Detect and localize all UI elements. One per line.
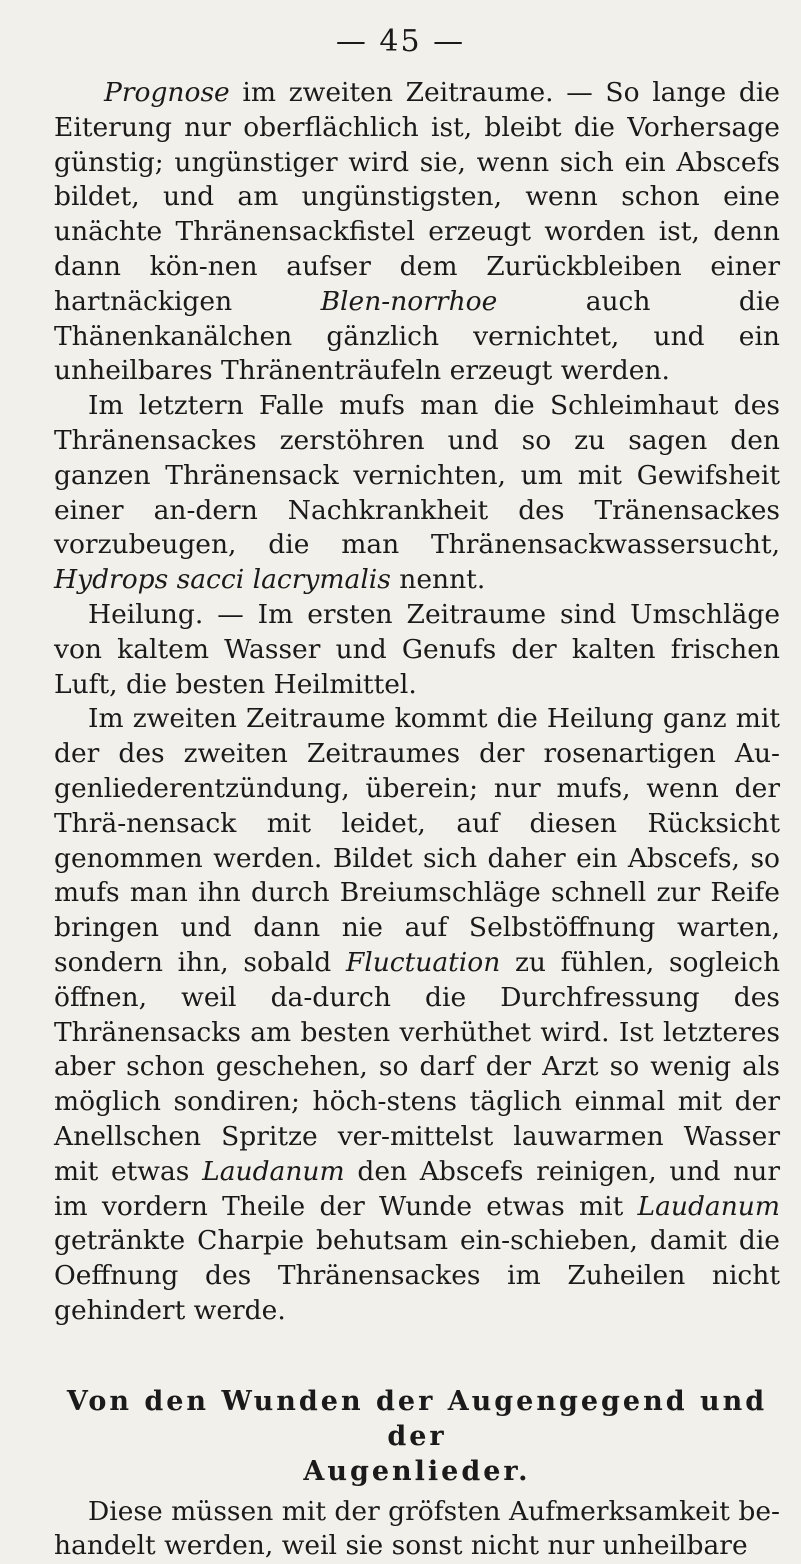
text-run: Im zweiten Zeitraume kommt die Heilung ganz mit der des zweiten Zeitraumes der rosenartigen Au-genliederentzündung, überein; nur mufs, wenn der Thrä-nensack mit leidet, auf diesen Rücksicht genommen werden. Bildet sich daher ein Abscefs, so mufs man ihn durch Breiumschläge schnell zur Reife bringen und dann nie auf Selbstöffnung warten, sondern ihn, sobald [54, 703, 780, 978]
section-heading-line1: Von den Wunden der Augengegend und der [66, 1385, 768, 1452]
italic-term: Laudanum [202, 1155, 345, 1187]
paragraph-prognose [54, 76, 780, 389]
body-text [54, 76, 780, 1564]
text-run: Im letztern Falle mufs man die Schleimhaut des Thränensackes zerstöhren und so zu sagen den ganzen Thränensack vernichten, um mit Gewifsheit einer an-dern Nachkrankheit des Tränensackes vorzubeugen, die man Thränensackwassersucht, [54, 390, 780, 561]
text-run: zu fühlen, sogleich öffnen, weil da-durch die Durchfressung des Thränensacks am besten verhüthet wird. Ist letzteres aber schon geschehen, so darf der Arzt so wenig als möglich sondiren; höch-stens täglich einmal mit der Anellschen Spritze ver-mittelst lauwarmen Wasser mit etwas [54, 946, 781, 1187]
italic-term: Blen-norrhoe [320, 285, 498, 317]
paragraph-letztern-falle [54, 389, 780, 598]
paragraph-diese: Diese müssen mit der gröfsten Aufmerksamkeit be-handelt werden, weil sie sonst nicht nur unheilbare [54, 1495, 780, 1562]
italic-term: Hydrops sacci lacrymalis [54, 564, 391, 596]
page-number: — 45 — [335, 24, 466, 59]
section-heading-line2: Augenlieder. [303, 1455, 531, 1487]
text-run: den Abscefs reinigen, und nur im vordern Theile der Wunde etwas mit [54, 1155, 781, 1222]
italic-term: Laudanum [637, 1190, 780, 1222]
text-run: auch die Thänenkanälchen gänzlich vernichtet, und ein unheilbares Thränenträufeln erzeugt werden. [54, 285, 781, 387]
paragraph-heilung [54, 598, 780, 702]
section-heading [54, 1384, 780, 1489]
text-run: Heilung. — Im ersten Zeitraume sind Umschläge von kaltem Wasser und Genufs der kalten frischen Luft, die besten Heilmittel. [54, 598, 780, 700]
paragraph-zweiten-zeitraume [54, 702, 780, 1328]
italic-term: Fluctuation [345, 946, 501, 978]
italic-term: Prognose [104, 77, 230, 108]
text-run: getränkte Charpie behutsam ein-schieben, damit die Oeffnung des Thränensackes im Zuheilen nicht gehindert werde. [54, 1225, 780, 1326]
text-run: im zweiten Zeitraume. — So lange die Eiterung nur oberflächlich ist, bleibt die Vorhersage günstig; ungünstiger wird sie, wenn sich ein Abscefs bildet, und am ungünstigsten, wenn schon eine unächte Thränensackfistel erzeugt worden ist, denn dann kön-nen aufser dem Zurückbleiben einer hartnäckigen [54, 77, 780, 317]
text-run: nennt. [390, 564, 486, 596]
